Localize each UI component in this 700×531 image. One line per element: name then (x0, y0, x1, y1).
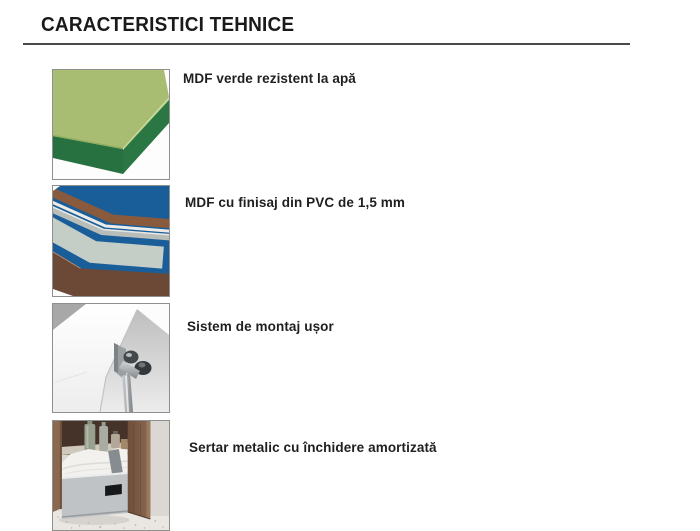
feature-4-label: Sertar metalic cu închidere amortizată (189, 440, 437, 455)
green-mdf-illustration (53, 70, 169, 179)
drawer-latch (105, 484, 122, 496)
page-title: CARACTERISTICI TEHNICE (41, 14, 295, 36)
mounting-system-image (52, 303, 170, 413)
metal-drawer-image (52, 420, 170, 531)
metal-drawer-box (62, 473, 128, 519)
title-underline (23, 43, 630, 45)
green-mdf-image (52, 69, 170, 180)
feature-3-label: Sistem de montaj ușor (187, 319, 334, 334)
mounting-illustration (53, 304, 169, 412)
feature-2-label: MDF cu finisaj din PVC de 1,5 mm (185, 195, 405, 210)
feature-1-label: MDF verde rezistent la apă (183, 71, 356, 86)
pvc-edge-illustration (53, 186, 169, 296)
pvc-edge-image (52, 185, 170, 297)
drawer-illustration (53, 421, 169, 530)
